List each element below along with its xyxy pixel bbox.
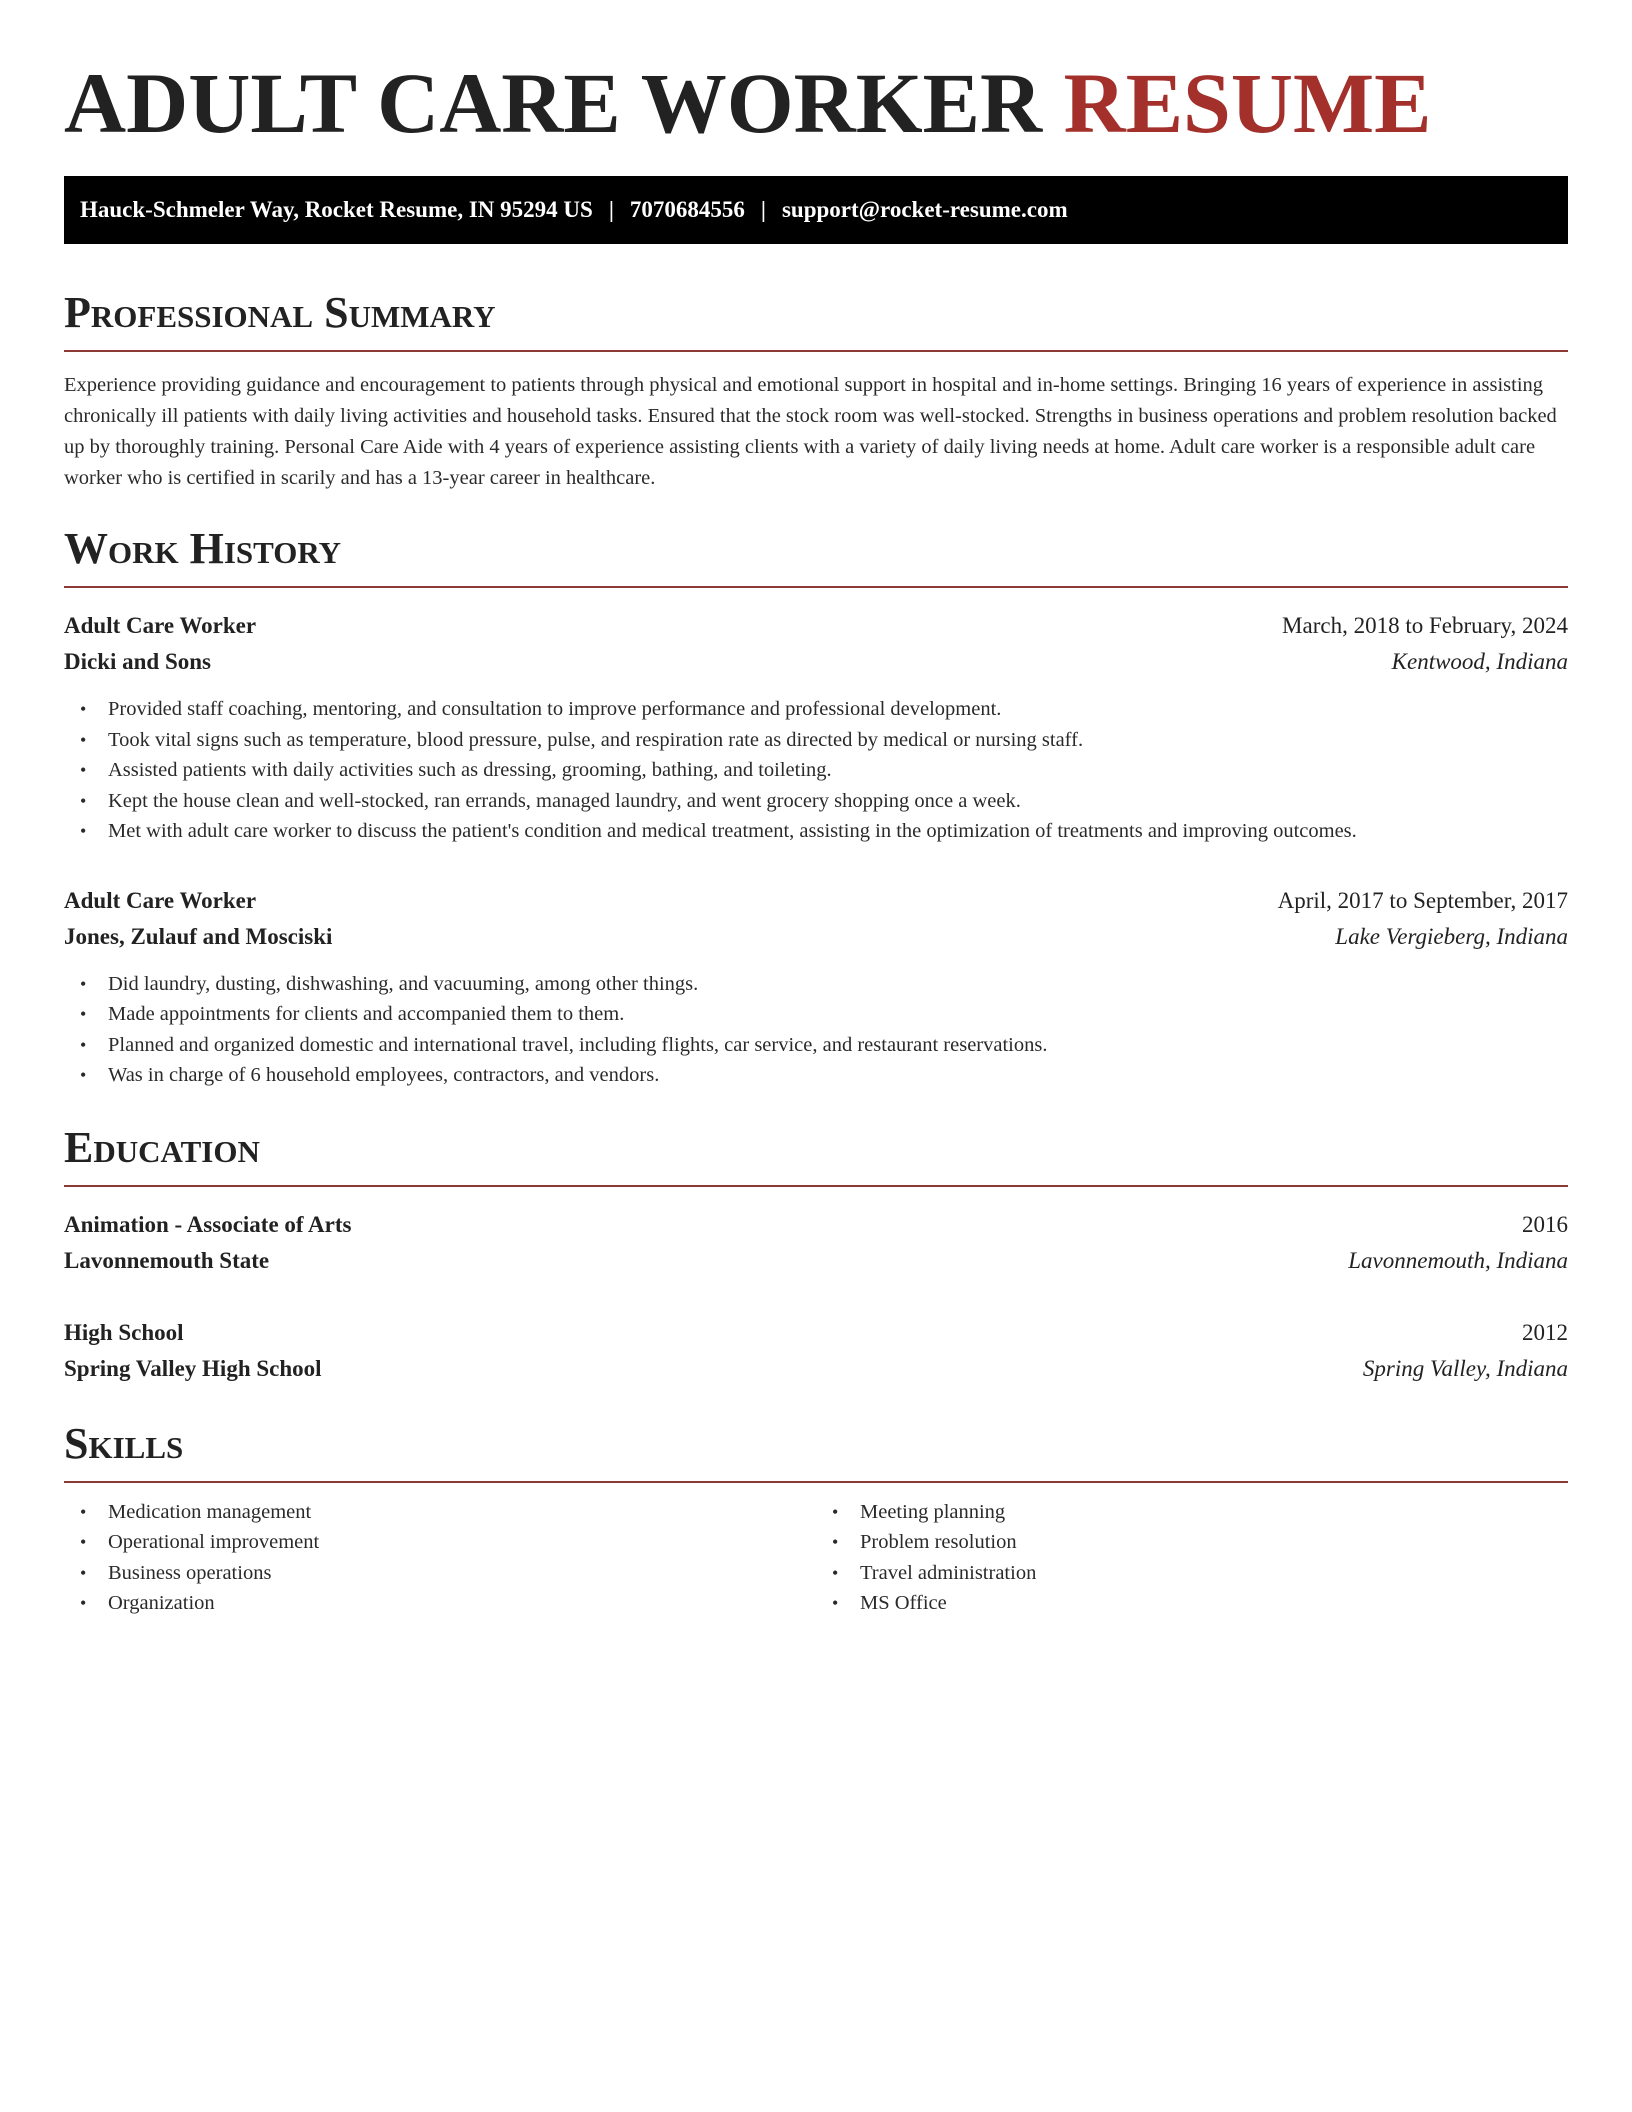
list-item: • Business operations bbox=[64, 1558, 816, 1589]
contact-separator: | bbox=[608, 197, 614, 222]
bullet-dot: • bbox=[832, 1562, 839, 1583]
bullet-dot: • bbox=[80, 1562, 87, 1583]
list-item: • Planned and organized domestic and international travel, including flights, car service, and restaurant reservations. bbox=[64, 1030, 1568, 1061]
education-entry bbox=[64, 1315, 1568, 1387]
bullet-dot: • bbox=[80, 699, 87, 719]
job-entry bbox=[64, 608, 1568, 847]
skills-column-left bbox=[64, 1497, 816, 1619]
job-entry bbox=[64, 883, 1568, 1091]
list-item: • Organization bbox=[64, 1588, 816, 1619]
contact-email: support@rocket-resume.com bbox=[781, 197, 1068, 222]
job-title-row bbox=[64, 608, 1568, 644]
list-item: • Meeting planning bbox=[816, 1497, 1568, 1528]
summary-heading: Professional Summary bbox=[64, 288, 1568, 352]
skills-list bbox=[64, 1497, 1568, 1619]
job-location: Kentwood, Indiana bbox=[1391, 649, 1568, 674]
list-item: • Assisted patients with daily activities such as dressing, grooming, bathing, and toileting. bbox=[64, 755, 1568, 786]
list-item: • Operational improvement bbox=[64, 1527, 816, 1558]
job-dates: March, 2018 to February, 2024 bbox=[1282, 613, 1568, 638]
contact-bar bbox=[64, 176, 1568, 244]
bullet-dot: • bbox=[80, 1034, 87, 1055]
job-title: Adult Care Worker bbox=[64, 613, 257, 638]
degree-name: Animation - Associate of Arts bbox=[64, 1211, 352, 1237]
degree-year: 2012 bbox=[1522, 1319, 1568, 1345]
bullet-dot: • bbox=[832, 1593, 839, 1613]
school-location: Spring Valley, Indiana bbox=[1362, 1355, 1568, 1381]
job-title-row bbox=[64, 883, 1568, 919]
contact-phone: 7070684556 bbox=[629, 197, 745, 222]
school-row bbox=[64, 1351, 1568, 1387]
title-accent: RESUME bbox=[1063, 55, 1432, 151]
school-name: Lavonnemouth State bbox=[64, 1247, 270, 1273]
list-item: • Provided staff coaching, mentoring, and consultation to improve performance and professional development. bbox=[64, 694, 1568, 725]
job-company: Jones, Zulauf and Mosciski bbox=[64, 923, 333, 949]
list-item: • Met with adult care worker to discuss the patient's condition and medical treatment, assisting in the optimization of treatments and improving outcomes. bbox=[64, 816, 1568, 847]
list-item: • MS Office bbox=[816, 1588, 1568, 1619]
work-history-heading: Work History bbox=[64, 524, 1568, 588]
list-item: • Took vital signs such as temperature, blood pressure, pulse, and respiration rate as directed by medical or nursing staff. bbox=[64, 725, 1568, 756]
job-company-row bbox=[64, 919, 1568, 955]
list-item: • Did laundry, dusting, dishwashing, and vacuuming, among other things. bbox=[64, 969, 1568, 1000]
education-heading: Education bbox=[64, 1123, 1568, 1187]
title-main: ADULT CARE WORKER bbox=[64, 55, 1043, 151]
skills-column-right bbox=[816, 1497, 1568, 1619]
bullet-dot: • bbox=[80, 1501, 87, 1522]
job-duties-list bbox=[64, 694, 1568, 847]
degree-row bbox=[64, 1207, 1568, 1243]
bullet-dot: • bbox=[80, 1065, 87, 1085]
bullet-dot: • bbox=[80, 1004, 87, 1024]
bullet-dot: • bbox=[832, 1501, 839, 1522]
job-company-row bbox=[64, 644, 1568, 680]
list-item: • Was in charge of 6 household employees, contractors, and vendors. bbox=[64, 1060, 1568, 1091]
skills-heading: Skills bbox=[64, 1419, 1568, 1483]
contact-address: Hauck-Schmeler Way, Rocket Resume, IN 95294 US bbox=[80, 197, 593, 222]
degree-year: 2016 bbox=[1522, 1211, 1568, 1237]
bullet-dot: • bbox=[80, 729, 87, 750]
list-item: • Problem resolution bbox=[816, 1527, 1568, 1558]
job-dates: April, 2017 to September, 2017 bbox=[1277, 887, 1568, 913]
list-item: • Travel administration bbox=[816, 1558, 1568, 1589]
list-item: • Kept the house clean and well-stocked, ran errands, managed laundry, and went grocery shopping once a week. bbox=[64, 786, 1568, 817]
education-entry bbox=[64, 1207, 1568, 1279]
bullet-dot: • bbox=[80, 821, 87, 841]
summary-text: Experience providing guidance and encouragement to patients through physical and emotional support in hospital and in-home settings. Bringing 16 years of experience in assisting chronically ill patients with daily living activities and household tasks. Ensured that the stock room was well-stocked. Strengths in business operations and problem resolution backed up by thoroughly training. Personal Care Aide with 4 years of experience assisting clients with a variety of daily living needs at home. Adult care worker is a responsible adult care worker who is certified in scarily and has a 13-year career in healthcare. bbox=[64, 374, 1557, 489]
school-name: Spring Valley High School bbox=[64, 1355, 322, 1381]
list-item: • Medication management bbox=[64, 1497, 816, 1528]
contact-separator: | bbox=[760, 197, 766, 222]
bullet-dot: • bbox=[80, 790, 87, 811]
list-item: • Made appointments for clients and accompanied them to them. bbox=[64, 999, 1568, 1030]
bullet-dot: • bbox=[832, 1532, 839, 1552]
bullet-dot: • bbox=[80, 973, 87, 994]
job-company: Dicki and Sons bbox=[64, 649, 212, 674]
job-duties-list bbox=[64, 969, 1568, 1091]
school-row bbox=[64, 1243, 1568, 1279]
bullet-dot: • bbox=[80, 760, 87, 780]
bullet-dot: • bbox=[80, 1593, 87, 1613]
degree-row bbox=[64, 1315, 1568, 1351]
school-location: Lavonnemouth, Indiana bbox=[1348, 1247, 1568, 1273]
degree-name: High School bbox=[64, 1319, 184, 1345]
job-location: Lake Vergieberg, Indiana bbox=[1335, 923, 1568, 949]
job-title: Adult Care Worker bbox=[64, 887, 257, 913]
bullet-dot: • bbox=[80, 1532, 87, 1552]
page-title bbox=[64, 55, 1568, 151]
